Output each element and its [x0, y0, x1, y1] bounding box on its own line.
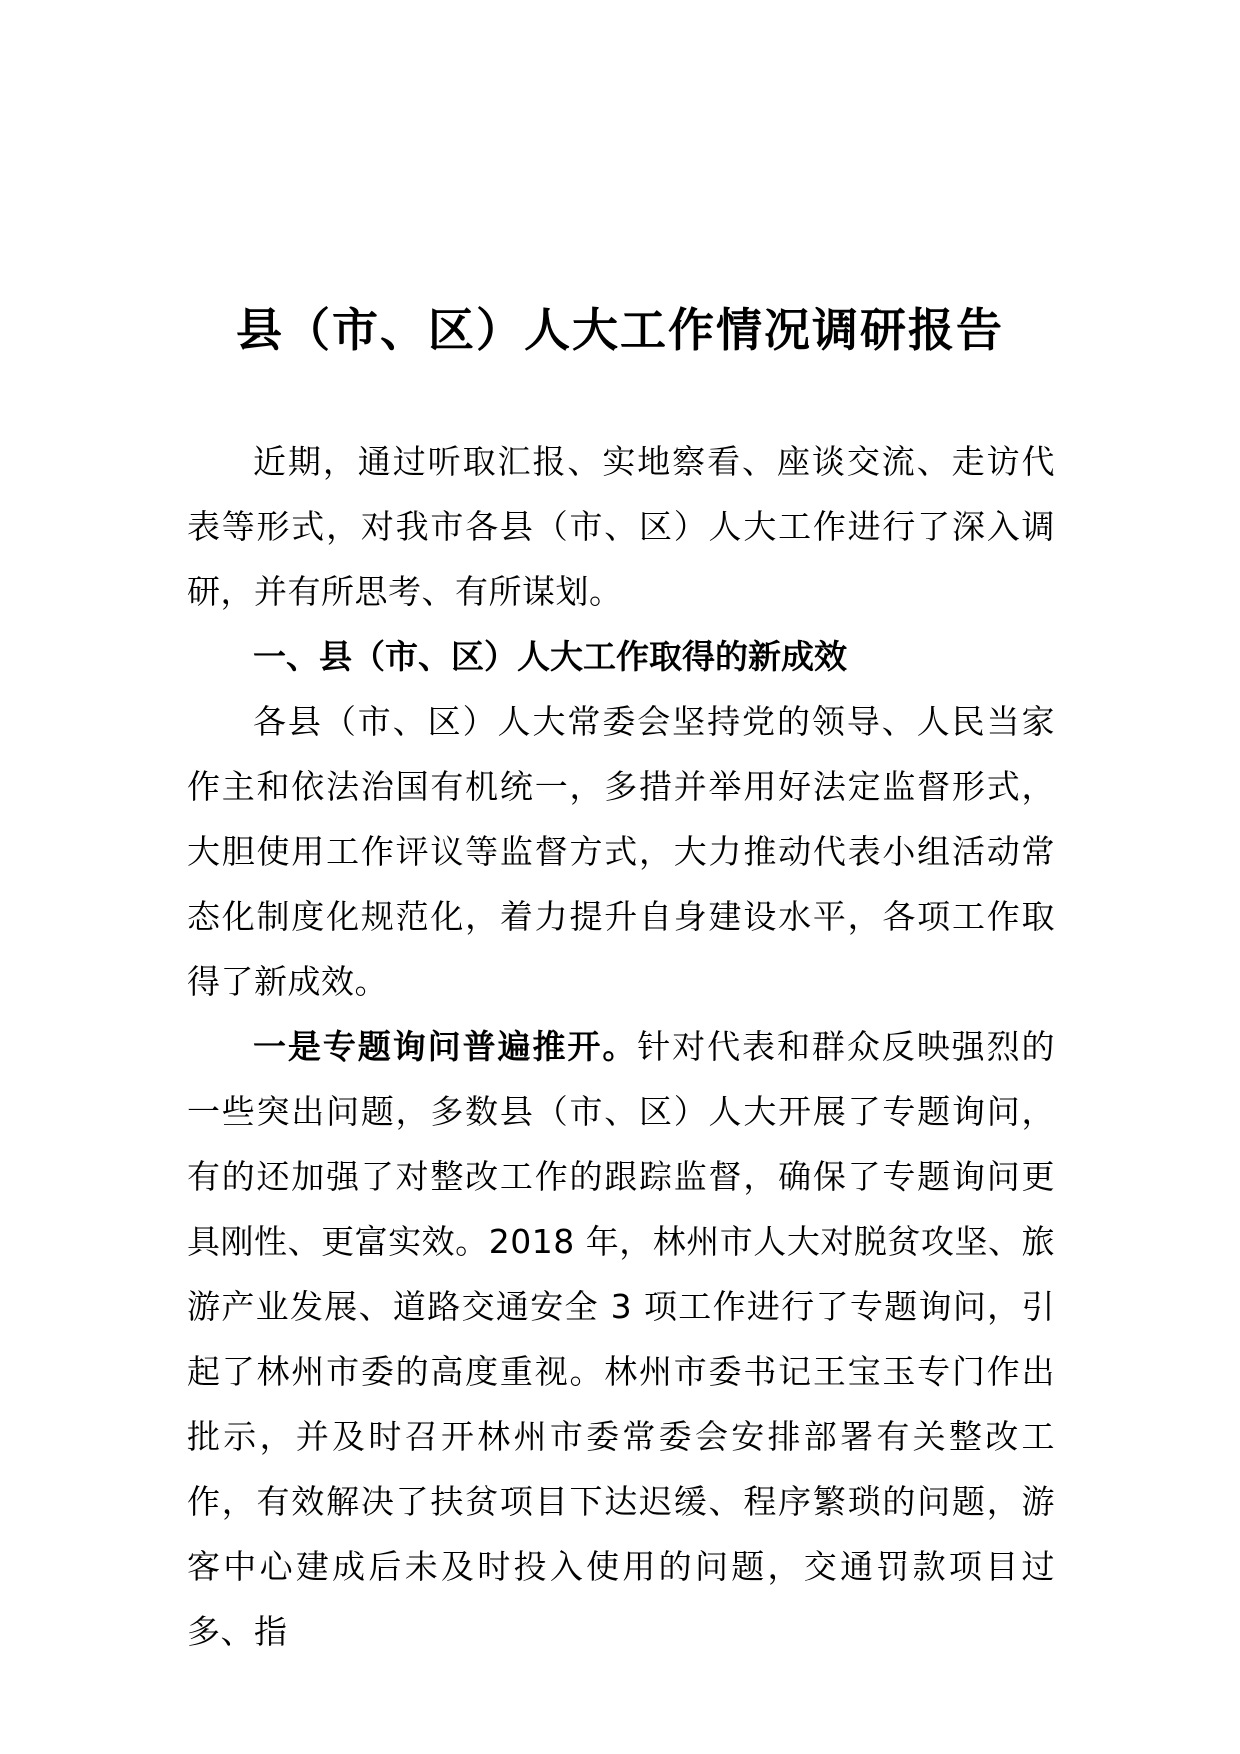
- document-body: [187, 429, 1055, 1664]
- intro-paragraph: 近期，通过听取汇报、实地察看、座谈交流、走访代表等形式，对我市各县（市、区）人大工作进行了深入调研，并有所思考、有所谋划。: [187, 442, 1055, 611]
- point-lead-text: 一是专题询问普遍推开。: [253, 1027, 638, 1066]
- section-heading: 一、县（市、区）人大工作取得的新成效: [253, 637, 847, 676]
- document-title: 县（市、区）人大工作情况调研报告: [236, 303, 1004, 357]
- section-summary-paragraph: 各县（市、区）人大常委会坚持党的领导、人民当家作主和依法治国有机统一，多措并举用好法定监督形式，大胆使用工作评议等监督方式，大力推动代表小组活动常态化制度化规范化，着力提升自身建设水平，各项工作取得了新成效。: [187, 702, 1055, 1001]
- point-paragraph: [187, 1014, 1055, 1664]
- point-body-text: 针对代表和群众反映强烈的一些突出问题，多数县（市、区）人大开展了专题询问，有的还加强了对整改工作的跟踪监督，确保了专题询问更具刚性、更富实效。2018 年，林州市人大对脱贫攻坚、旅游产业发展、道路交通安全 3 项工作进行了专题询问，引起了林州市委的高度重视。林州市委书记王宝玉专门作出批示，并及时召开林州市委常委会安排部署有关整改工作，有效解决了扶贫项目下达迟缓、程序繁琐的问题，游客中心建成后未及时投入使用的问题，交通罚款项目过多、指: [187, 1027, 1056, 1651]
